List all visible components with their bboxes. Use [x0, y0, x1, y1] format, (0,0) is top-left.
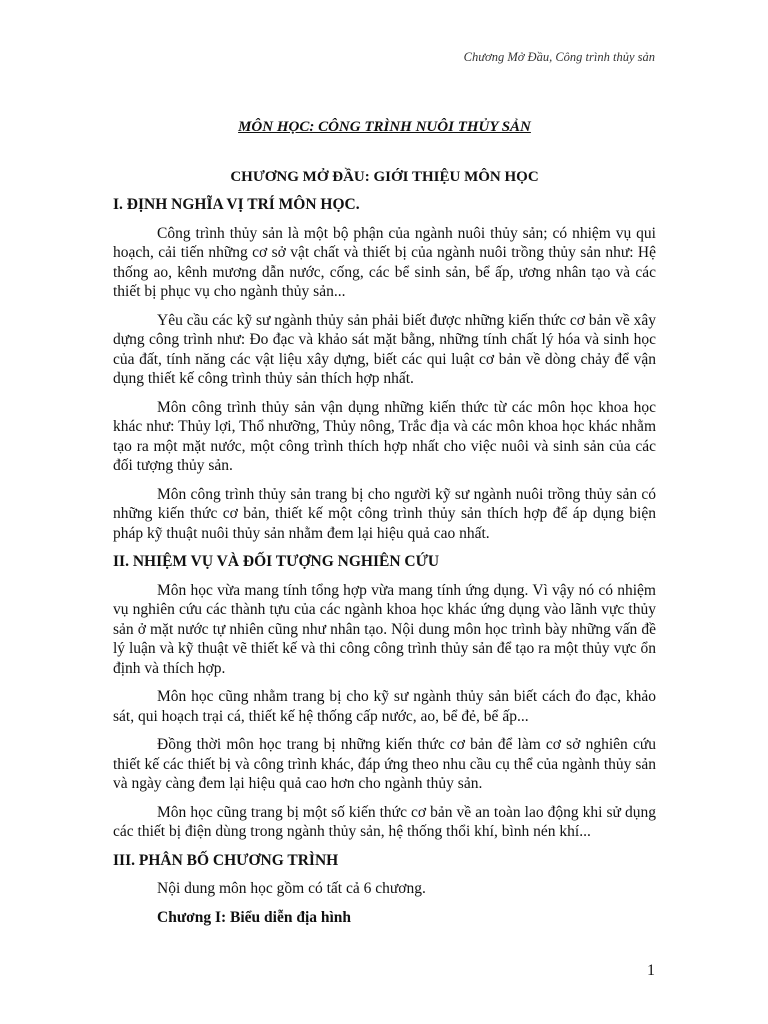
paragraph: Yêu cầu các kỹ sư ngành thủy sản phải biết được những kiến thức cơ bản về xây dựng công trình như: Đo đạc và khảo sát mặt bằng, những tính chất lý hóa và sinh học của đất, tính năng các vật liệu xây dựng, biết các qui luật cơ bản về dòng chảy để vận dụng thiết kế công trình thủy sản thích hợp nhất. — [113, 311, 656, 387]
running-header: Chương Mở Đầu, Công trình thủy sản — [463, 50, 655, 64]
paragraph: Môn học vừa mang tính tổng hợp vừa mang tính ứng dụng. Vì vậy nó có nhiệm vụ nghiên cứu các thành tựu của các ngành khoa học khác ứng dụng vào lãnh vực thủy sản ở mặt nước tự nhiên cũng như nhân tạo. Nội dung môn học trình bày những vấn đề lý luận và kỹ thuật vẽ thiết kế và thi công công trình thủy sản để tạo ra một thủy vực ổn định và thích hợp. — [113, 581, 656, 677]
section-intro: Nội dung môn học gồm có tất cả 6 chương. — [157, 880, 426, 897]
paragraph: Môn công trình thủy sản vận dụng những kiến thức từ các môn học khoa học khác như: Thủy lợi, Thổ nhưỡng, Thủy nông, Trắc địa và các môn khoa học khác nhằm tạo ra một mặt nước, một công trình thích hợp nhất cho việc nuôi và sinh sản của các đối tượng thủy sản. — [113, 398, 656, 474]
page-number: 1 — [647, 962, 655, 979]
paragraph: Đồng thời môn học trang bị những kiến thức cơ bản để làm cơ sở nghiên cứu thiết kế các thiết bị và công trình khác, đáp ứng theo nhu cầu cụ thể của ngành thủy sản và ngày càng đem lại hiệu quả cao hơn cho ngành thủy sản. — [113, 736, 656, 792]
chapter-title: CHƯƠNG MỞ ĐẦU: GIỚI THIỆU MÔN HỌC — [230, 168, 539, 185]
section-heading-2: II. NHIỆM VỤ VÀ ĐỐI TƯỢNG NGHIÊN CỨU — [113, 553, 440, 570]
paragraph: Công trình thủy sản là một bộ phận của ngành nuôi thủy sản; có nhiệm vụ qui hoạch, cải tiến những cơ sở vật chất và thiết bị của ngành nuôi trồng thủy sản như: Hệ thống ao, kênh mương dẫn nước, cống, các bể sinh sản, bể ấp, ương nhân tạo và các thiết bị phục vụ cho ngành thủy sản... — [113, 224, 656, 300]
section-heading-1: I. ĐỊNH NGHĨA VỊ TRÍ MÔN HỌC. — [113, 196, 360, 213]
paragraph: Môn học cũng nhằm trang bị cho kỹ sư ngành thủy sản biết cách đo đạc, khảo sát, qui hoạch trại cá, thiết kế hệ thống cấp nước, ao, bể đẻ, bể ấp... — [113, 688, 656, 725]
chapter-subheading: Chương I: Biểu diễn địa hình — [157, 908, 352, 926]
paragraph: Môn công trình thủy sản trang bị cho người kỹ sư ngành nuôi trồng thủy sản có những kiến thức cơ bản, thiết kế một công trình thủy sản thích hợp để áp dụng biện pháp kỹ thuật nuôi thủy sản nhằm đem lại hiệu quả cao nhất. — [113, 485, 656, 542]
paragraph: Môn học cũng trang bị một số kiến thức cơ bản về an toàn lao động khi sử dụng các thiết bị điện dùng trong ngành thủy sản, hệ thống thổi khí, bình nén khí... — [113, 803, 656, 840]
course-title: MÔN HỌC: CÔNG TRÌNH NUÔI THỦY SẢN — [238, 119, 531, 135]
document-body — [113, 118, 656, 936]
section-heading-3: III. PHÂN BỐ CHƯƠNG TRÌNH — [113, 851, 339, 869]
